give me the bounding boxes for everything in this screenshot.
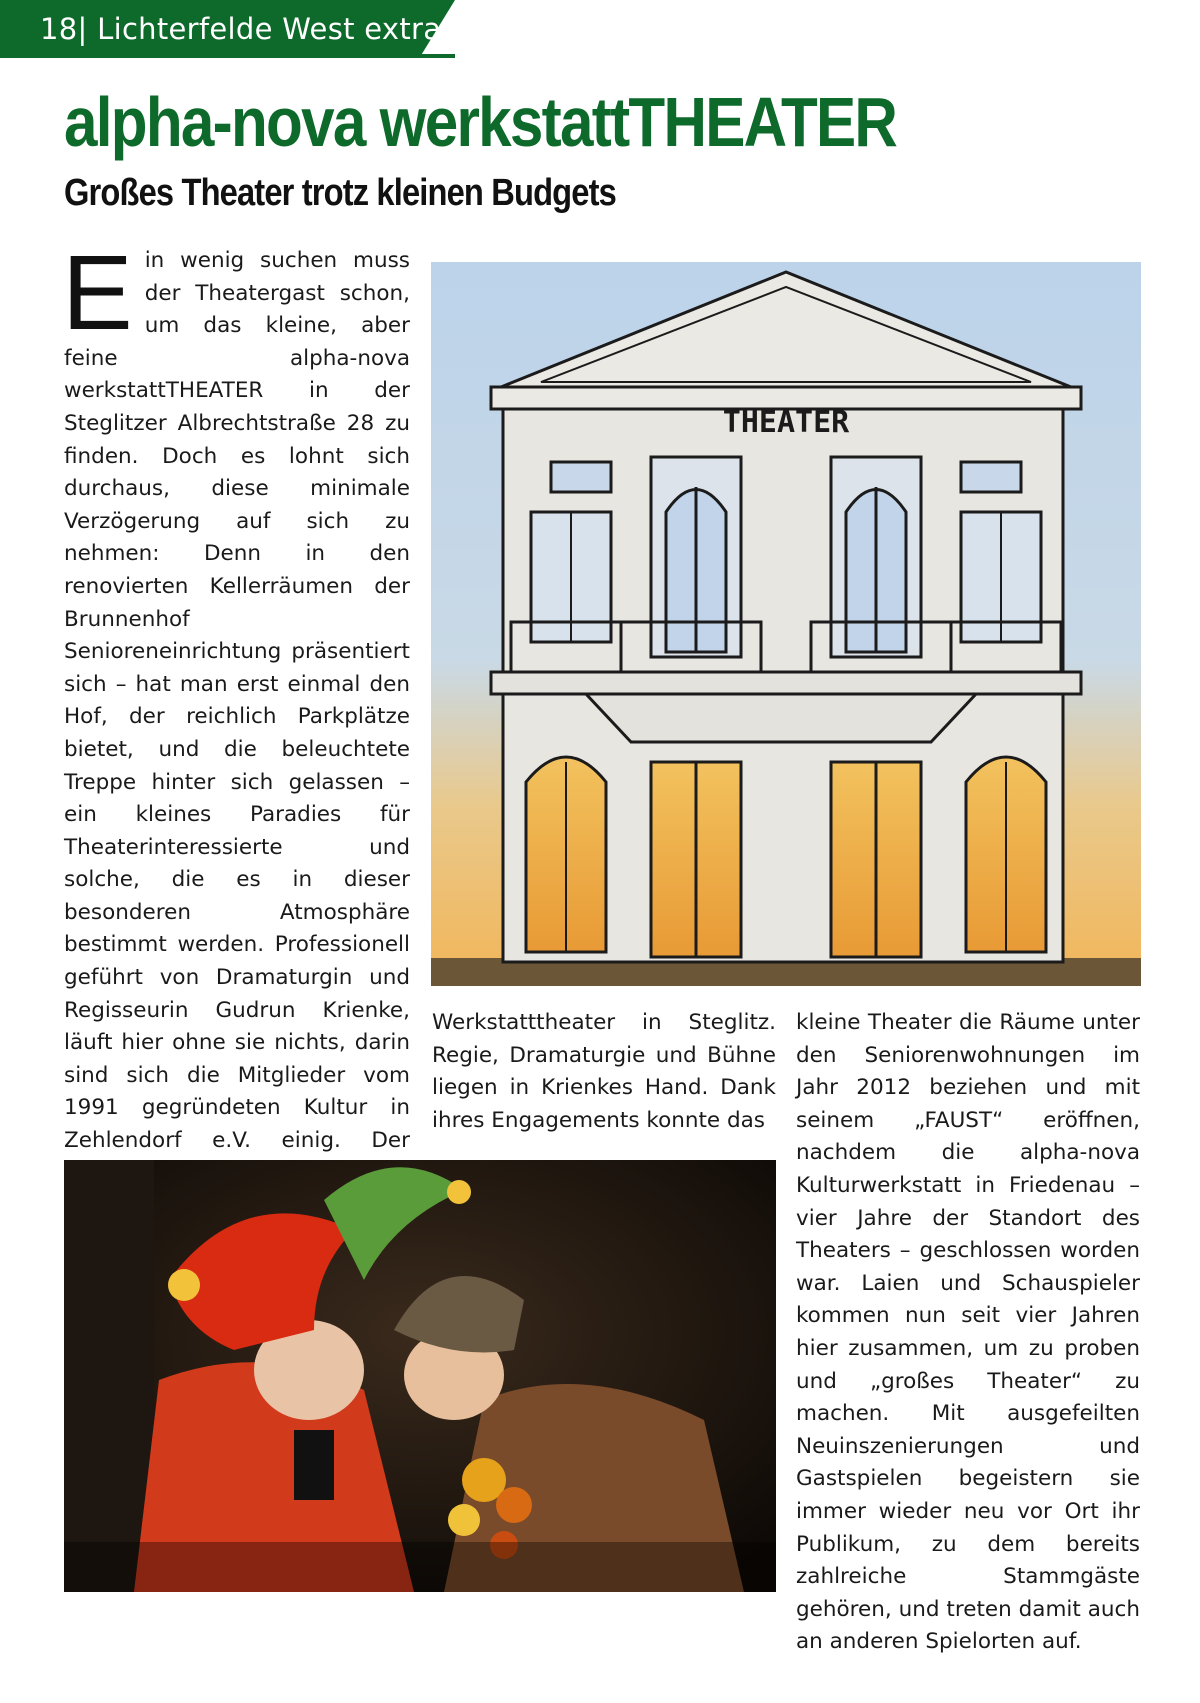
stage-scene-illustration	[64, 1160, 776, 1592]
article-headline: alpha-nova werkstattTHEATER	[64, 83, 897, 161]
photo-caption	[72, 1590, 768, 1634]
photo-credit: Foto: alpha-nova	[637, 1614, 768, 1632]
section-header-tab	[0, 0, 482, 57]
caption-text: FAUST und andere Klassiker zeitgemäß im alpha-nova werkstattTHEATER päsentiert.	[72, 1592, 730, 1610]
column-3-text: kleine Theater die Räume unter den Seniorenwohnungen im Jahr 2012 beziehen und mit seinem „FAUST“ eröffnen, nachdem die alpha-nova Kulturwerkstatt in Friedenau – vier Jahre der Standort des Theaters – geschlossen worden war. Laien und Schauspieler kommen nun seit vier Jahren hier zusammen, um zu proben und „großes Theater“ zu machen. Mit ausgefeilten Neuinszenierungen und Gastspielen begeistern sie immer wieder neu vor Ort ihr Publikum, zu dem bereits zahlreiche Stammgäste gehören, und treten damit auch an anderen Spielorten auf.	[796, 1010, 1140, 1655]
section-title: Lichterfelde West extra	[97, 12, 442, 46]
section-header-text	[40, 12, 441, 46]
theater-backdrop-photo	[431, 262, 1141, 986]
article-subheadline: Großes Theater trotz kleinen Budgets	[64, 172, 616, 214]
column-1-text: in wenig suchen muss der Theatergast schon, um das kleine, aber feine alpha-nova werkstattTHEATER in der Steglitzer Albrechtstraße 28 zu finden. Doch es lohnt sich durchaus, diese minimale Verzögerung auf sich zu nehmen: Denn in den renovierten Kellerräumen der Brunnenhof Senioreneinrichtung präsentiert sich – hat man erst einmal den Hof, der reichlich Parkplätze bietet, und die beleuchtete Treppe hinter sich gelassen – ein kleines Paradies für Theaterinteressierte und solche, die es in dieser besonderen Atmosphäre bestimmt werden. Professionell geführt von Dramaturgin und Regisseurin Gudrun Krienke, läuft hier ohne sie nichts, darin sind sich die Mitglieder vom 1991 gegründeten Kultur in Zehlendorf e.V. einig. Der	[64, 248, 410, 1154]
faust-stage-photo	[64, 1160, 776, 1592]
theater-facade-illustration	[431, 262, 1141, 986]
theater-sign-text: THEATER	[722, 405, 850, 440]
article-column-3	[796, 1007, 1140, 1659]
page-number: 18	[40, 12, 78, 46]
article-column-2	[432, 1007, 776, 1137]
dropcap: E	[62, 234, 133, 352]
article-column-1	[62, 234, 410, 1255]
header-separator: |	[77, 12, 88, 46]
column-2-text: Werkstatttheater in Steglitz. Regie, Dramaturgie und Bühne liegen in Krienkes Hand. Dank ihres Engagements konnte das	[432, 1010, 776, 1133]
header-rule	[0, 54, 455, 58]
